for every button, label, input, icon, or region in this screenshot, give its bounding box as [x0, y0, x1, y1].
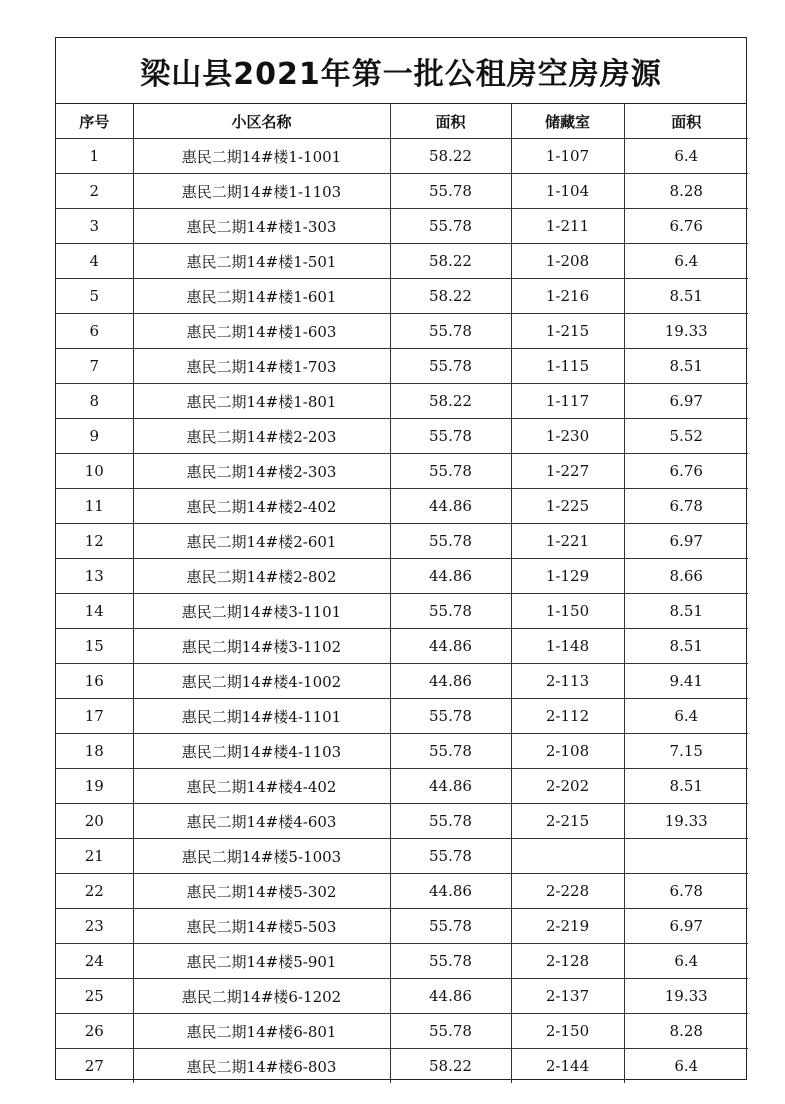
- cell-name: 惠民二期14#楼1-801: [133, 384, 390, 419]
- cell-area: 44.86: [390, 489, 511, 524]
- cell-name: 惠民二期14#楼4-1002: [133, 664, 390, 699]
- table-row: [56, 524, 748, 559]
- cell-storage: 2-113: [511, 664, 624, 699]
- cell-storage-area: 8.51: [624, 594, 748, 629]
- cell-name: 惠民二期14#楼5-1003: [133, 839, 390, 874]
- cell-name: 惠民二期14#楼1-603: [133, 314, 390, 349]
- cell-storage-area: [624, 839, 748, 874]
- cell-storage-area: 6.76: [624, 454, 748, 489]
- cell-no: 4: [56, 244, 133, 279]
- cell-storage: 1-208: [511, 244, 624, 279]
- cell-area: 44.86: [390, 874, 511, 909]
- cell-area: 58.22: [390, 1049, 511, 1084]
- cell-storage: 2-215: [511, 804, 624, 839]
- table-row: [56, 384, 748, 419]
- table-row: [56, 1049, 748, 1084]
- table-row: [56, 314, 748, 349]
- cell-storage-area: 6.4: [624, 699, 748, 734]
- cell-no: 6: [56, 314, 133, 349]
- cell-area: 58.22: [390, 244, 511, 279]
- cell-area: 58.22: [390, 139, 511, 174]
- cell-storage-area: 8.51: [624, 769, 748, 804]
- cell-area: 55.78: [390, 209, 511, 244]
- cell-storage: 1-225: [511, 489, 624, 524]
- table-row: [56, 139, 748, 174]
- cell-name: 惠民二期14#楼1-1001: [133, 139, 390, 174]
- header-storage: 储藏室: [511, 104, 624, 139]
- table-row: [56, 699, 748, 734]
- cell-area: 55.78: [390, 734, 511, 769]
- table-row: [56, 979, 748, 1014]
- cell-no: 17: [56, 699, 133, 734]
- cell-storage: 1-227: [511, 454, 624, 489]
- cell-storage-area: 8.66: [624, 559, 748, 594]
- table-row: [56, 1014, 748, 1049]
- table-row: [56, 594, 748, 629]
- cell-area: 55.78: [390, 699, 511, 734]
- cell-storage: 2-144: [511, 1049, 624, 1084]
- cell-area: 44.86: [390, 629, 511, 664]
- cell-storage: 1-230: [511, 419, 624, 454]
- table-row: [56, 629, 748, 664]
- cell-storage: 1-215: [511, 314, 624, 349]
- cell-storage: 1-211: [511, 209, 624, 244]
- table-row: [56, 804, 748, 839]
- table-row: [56, 419, 748, 454]
- cell-area: 44.86: [390, 559, 511, 594]
- cell-no: 20: [56, 804, 133, 839]
- cell-storage: 2-150: [511, 1014, 624, 1049]
- cell-area: 55.78: [390, 839, 511, 874]
- table-row: [56, 489, 748, 524]
- cell-name: 惠民二期14#楼1-303: [133, 209, 390, 244]
- cell-storage-area: 8.51: [624, 349, 748, 384]
- cell-area: 58.22: [390, 384, 511, 419]
- cell-name: 惠民二期14#楼5-901: [133, 944, 390, 979]
- cell-storage: 2-137: [511, 979, 624, 1014]
- cell-storage: 2-112: [511, 699, 624, 734]
- cell-storage: 2-108: [511, 734, 624, 769]
- cell-no: 2: [56, 174, 133, 209]
- cell-storage-area: 19.33: [624, 804, 748, 839]
- cell-area: 55.78: [390, 174, 511, 209]
- cell-area: 58.22: [390, 279, 511, 314]
- cell-storage: 1-115: [511, 349, 624, 384]
- cell-storage: 1-150: [511, 594, 624, 629]
- cell-no: 25: [56, 979, 133, 1014]
- cell-storage-area: 6.76: [624, 209, 748, 244]
- cell-area: 55.78: [390, 804, 511, 839]
- cell-storage: 1-221: [511, 524, 624, 559]
- cell-storage-area: 8.51: [624, 279, 748, 314]
- cell-storage-area: 6.97: [624, 909, 748, 944]
- cell-storage-area: 6.4: [624, 139, 748, 174]
- table-row: [56, 279, 748, 314]
- table-row: [56, 559, 748, 594]
- cell-storage-area: 6.4: [624, 244, 748, 279]
- cell-storage: 2-128: [511, 944, 624, 979]
- cell-storage-area: 6.78: [624, 874, 748, 909]
- cell-no: 15: [56, 629, 133, 664]
- cell-area: 44.86: [390, 979, 511, 1014]
- cell-no: 23: [56, 909, 133, 944]
- cell-name: 惠民二期14#楼6-803: [133, 1049, 390, 1084]
- table-row: [56, 349, 748, 384]
- cell-name: 惠民二期14#楼6-1202: [133, 979, 390, 1014]
- cell-name: 惠民二期14#楼1-703: [133, 349, 390, 384]
- cell-area: 44.86: [390, 664, 511, 699]
- cell-no: 26: [56, 1014, 133, 1049]
- cell-storage: 1-129: [511, 559, 624, 594]
- cell-area: 55.78: [390, 419, 511, 454]
- table-row: [56, 839, 748, 874]
- document-title: 梁山县2021年第一批公租房空房房源: [56, 38, 746, 104]
- cell-no: 9: [56, 419, 133, 454]
- cell-no: 27: [56, 1049, 133, 1084]
- cell-no: 5: [56, 279, 133, 314]
- cell-no: 7: [56, 349, 133, 384]
- table-row: [56, 874, 748, 909]
- table-row: [56, 174, 748, 209]
- table-row: [56, 244, 748, 279]
- cell-storage-area: 19.33: [624, 979, 748, 1014]
- cell-name: 惠民二期14#楼1-1103: [133, 174, 390, 209]
- cell-area: 55.78: [390, 314, 511, 349]
- cell-no: 22: [56, 874, 133, 909]
- cell-area: 44.86: [390, 769, 511, 804]
- cell-no: 12: [56, 524, 133, 559]
- cell-storage-area: 9.41: [624, 664, 748, 699]
- cell-name: 惠民二期14#楼1-601: [133, 279, 390, 314]
- cell-no: 21: [56, 839, 133, 874]
- cell-storage-area: 6.97: [624, 384, 748, 419]
- cell-no: 18: [56, 734, 133, 769]
- cell-storage-area: 6.4: [624, 1049, 748, 1084]
- cell-no: 8: [56, 384, 133, 419]
- cell-name: 惠民二期14#楼2-203: [133, 419, 390, 454]
- housing-table: [56, 104, 748, 1083]
- cell-no: 3: [56, 209, 133, 244]
- cell-name: 惠民二期14#楼6-801: [133, 1014, 390, 1049]
- cell-area: 55.78: [390, 454, 511, 489]
- table-row: [56, 454, 748, 489]
- cell-area: 55.78: [390, 349, 511, 384]
- cell-storage: 2-202: [511, 769, 624, 804]
- cell-no: 1: [56, 139, 133, 174]
- cell-no: 13: [56, 559, 133, 594]
- cell-storage: 1-107: [511, 139, 624, 174]
- cell-storage: [511, 839, 624, 874]
- cell-no: 16: [56, 664, 133, 699]
- cell-area: 55.78: [390, 594, 511, 629]
- cell-name: 惠民二期14#楼4-1101: [133, 699, 390, 734]
- header-storage-area: 面积: [624, 104, 748, 139]
- cell-storage-area: 6.4: [624, 944, 748, 979]
- table-row: [56, 944, 748, 979]
- cell-no: 24: [56, 944, 133, 979]
- cell-name: 惠民二期14#楼2-601: [133, 524, 390, 559]
- cell-storage: 1-148: [511, 629, 624, 664]
- cell-storage-area: 19.33: [624, 314, 748, 349]
- cell-storage-area: 6.97: [624, 524, 748, 559]
- cell-name: 惠民二期14#楼3-1101: [133, 594, 390, 629]
- housing-list-sheet: [55, 37, 747, 1080]
- cell-no: 19: [56, 769, 133, 804]
- header-no: 序号: [56, 104, 133, 139]
- cell-name: 惠民二期14#楼4-1103: [133, 734, 390, 769]
- cell-storage: 1-216: [511, 279, 624, 314]
- table-header-row: [56, 104, 748, 139]
- cell-area: 55.78: [390, 909, 511, 944]
- cell-name: 惠民二期14#楼4-402: [133, 769, 390, 804]
- header-area: 面积: [390, 104, 511, 139]
- cell-storage-area: 7.15: [624, 734, 748, 769]
- cell-storage-area: 6.78: [624, 489, 748, 524]
- cell-storage: 2-219: [511, 909, 624, 944]
- cell-storage: 2-228: [511, 874, 624, 909]
- cell-name: 惠民二期14#楼5-503: [133, 909, 390, 944]
- table-row: [56, 909, 748, 944]
- cell-storage: 1-117: [511, 384, 624, 419]
- table-body: [56, 139, 748, 1084]
- cell-storage-area: 8.28: [624, 174, 748, 209]
- cell-name: 惠民二期14#楼2-303: [133, 454, 390, 489]
- cell-no: 10: [56, 454, 133, 489]
- cell-area: 55.78: [390, 944, 511, 979]
- cell-name: 惠民二期14#楼4-603: [133, 804, 390, 839]
- cell-no: 11: [56, 489, 133, 524]
- table-row: [56, 734, 748, 769]
- header-name: 小区名称: [133, 104, 390, 139]
- cell-storage-area: 5.52: [624, 419, 748, 454]
- cell-name: 惠民二期14#楼5-302: [133, 874, 390, 909]
- cell-storage: 1-104: [511, 174, 624, 209]
- cell-name: 惠民二期14#楼3-1102: [133, 629, 390, 664]
- cell-name: 惠民二期14#楼1-501: [133, 244, 390, 279]
- cell-storage-area: 8.28: [624, 1014, 748, 1049]
- cell-no: 14: [56, 594, 133, 629]
- cell-storage-area: 8.51: [624, 629, 748, 664]
- cell-name: 惠民二期14#楼2-802: [133, 559, 390, 594]
- cell-name: 惠民二期14#楼2-402: [133, 489, 390, 524]
- cell-area: 55.78: [390, 1014, 511, 1049]
- table-row: [56, 664, 748, 699]
- table-row: [56, 769, 748, 804]
- cell-area: 55.78: [390, 524, 511, 559]
- table-row: [56, 209, 748, 244]
